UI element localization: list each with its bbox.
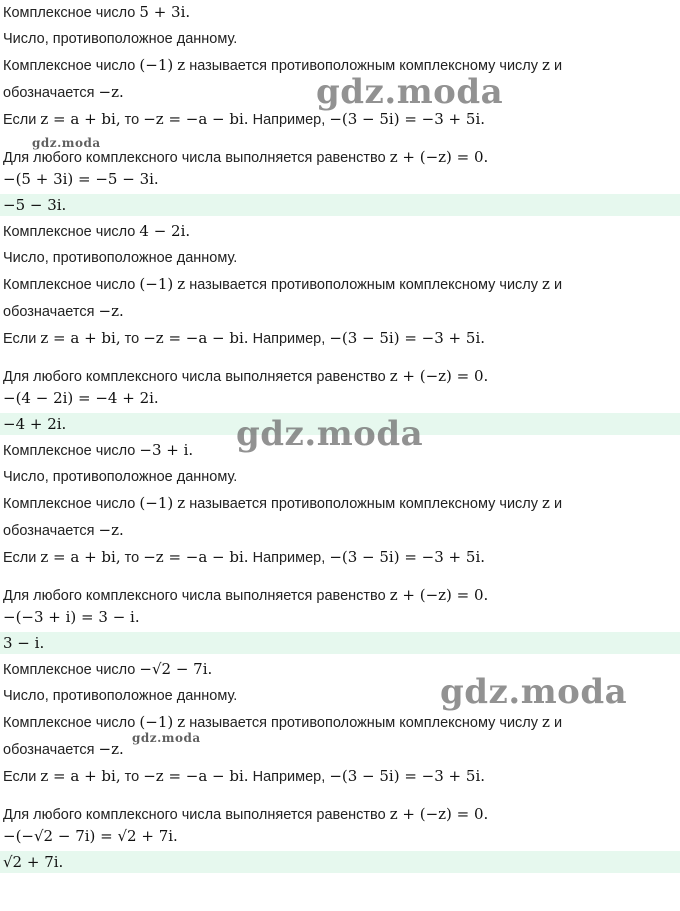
definition-line bbox=[3, 273, 680, 295]
solution-line bbox=[3, 387, 680, 409]
text: то bbox=[124, 550, 140, 566]
formula: (−1) bbox=[139, 275, 174, 293]
formula: −z. bbox=[98, 740, 124, 758]
section-title-text: Число, противоположное данному. bbox=[3, 688, 238, 704]
formula: z bbox=[177, 713, 186, 731]
label-text: Комплексное число bbox=[3, 5, 136, 21]
task-number-line bbox=[3, 658, 680, 680]
answer-line bbox=[0, 632, 680, 654]
section-title bbox=[3, 685, 680, 707]
definition-line bbox=[3, 711, 680, 733]
text: Для любого комплексного числа выполняется равенство bbox=[3, 807, 386, 823]
formula: −(3 − 5i) = −3 + 5i. bbox=[329, 548, 486, 566]
text: Если bbox=[3, 769, 37, 785]
formula: z bbox=[177, 275, 186, 293]
text: Если bbox=[3, 331, 37, 347]
answer-value: −4 + 2i. bbox=[3, 415, 67, 433]
definition-text: и bbox=[553, 496, 563, 512]
solution-formula: −(−√2 − 7i) = √2 + 7i. bbox=[3, 827, 178, 845]
definition-text: Комплексное число bbox=[3, 277, 136, 293]
definition-line-2 bbox=[3, 81, 680, 103]
formula: −z. bbox=[98, 521, 124, 539]
section-title-text: Число, противоположное данному. bbox=[3, 469, 238, 485]
formula: −(3 − 5i) = −3 + 5i. bbox=[329, 767, 486, 785]
formula: −z = −a − bi. bbox=[143, 548, 249, 566]
label-text: Комплексное число bbox=[3, 662, 136, 678]
text: то bbox=[124, 331, 140, 347]
example-line bbox=[3, 546, 680, 568]
section-title bbox=[3, 28, 680, 50]
formula: −z. bbox=[98, 83, 124, 101]
formula: −z = −a − bi. bbox=[143, 329, 249, 347]
formula: z + (−z) = 0. bbox=[389, 148, 489, 166]
definition-line-2 bbox=[3, 300, 680, 322]
definition-text: обозначается bbox=[3, 742, 95, 758]
section-title bbox=[3, 247, 680, 269]
watermark: gdz.moda bbox=[316, 72, 504, 112]
formula: −z = −a − bi. bbox=[143, 110, 249, 128]
answer-line bbox=[0, 413, 680, 435]
definition-text: называется противоположным комплексному числу bbox=[189, 58, 539, 74]
task-number-line bbox=[3, 439, 680, 461]
formula: z + (−z) = 0. bbox=[389, 586, 489, 604]
solution-line bbox=[3, 606, 680, 628]
formula: −z. bbox=[98, 302, 124, 320]
formula: z bbox=[542, 56, 550, 74]
text: то bbox=[124, 112, 140, 128]
watermark: gdz.moda bbox=[236, 414, 424, 454]
text: Например, bbox=[252, 550, 326, 566]
answer-value: √2 + 7i. bbox=[3, 853, 64, 871]
formula: z bbox=[177, 56, 186, 74]
formula: z = a + bi, bbox=[40, 548, 121, 566]
text: Для любого комплексного числа выполняется равенство bbox=[3, 369, 386, 385]
definition-text: Комплексное число bbox=[3, 715, 136, 731]
complex-number-value: 4 − 2i. bbox=[139, 222, 191, 240]
solution-line bbox=[3, 825, 680, 847]
definition-text: обозначается bbox=[3, 523, 95, 539]
definition-text: и bbox=[553, 277, 563, 293]
text: Если bbox=[3, 112, 37, 128]
text: Для любого комплексного числа выполняется равенство bbox=[3, 150, 386, 166]
formula: z + (−z) = 0. bbox=[389, 367, 489, 385]
formula: z = a + bi, bbox=[40, 110, 121, 128]
equality-line bbox=[3, 803, 680, 825]
formula: (−1) bbox=[139, 713, 174, 731]
definition-line-2 bbox=[3, 738, 680, 760]
definition-text: называется противоположным комплексному числу bbox=[189, 277, 539, 293]
equality-line bbox=[3, 146, 680, 168]
watermark: gdz.moda bbox=[440, 672, 628, 712]
complex-number-value: −√2 − 7i. bbox=[139, 660, 213, 678]
text: Для любого комплексного числа выполняется равенство bbox=[3, 588, 386, 604]
watermark-small: gdz.moda bbox=[32, 136, 101, 150]
complex-number-value: −3 + i. bbox=[139, 441, 194, 459]
formula: z = a + bi, bbox=[40, 767, 121, 785]
example-line bbox=[3, 327, 680, 349]
formula: (−1) bbox=[139, 56, 174, 74]
formula: z = a + bi, bbox=[40, 329, 121, 347]
section-title-text: Число, противоположное данному. bbox=[3, 250, 238, 266]
formula: −(3 − 5i) = −3 + 5i. bbox=[329, 329, 486, 347]
definition-text: называется противоположным комплексному числу bbox=[189, 496, 539, 512]
formula: (−1) bbox=[139, 494, 174, 512]
answer-value: 3 − i. bbox=[3, 634, 45, 652]
solution-formula: −(4 − 2i) = −4 + 2i. bbox=[3, 389, 159, 407]
task-number-line bbox=[3, 220, 680, 242]
formula: z bbox=[177, 494, 186, 512]
definition-line-2 bbox=[3, 519, 680, 541]
definition-text: Комплексное число bbox=[3, 496, 136, 512]
definition-text: обозначается bbox=[3, 85, 95, 101]
watermark-small: gdz.moda bbox=[132, 731, 201, 745]
example-line bbox=[3, 108, 680, 130]
equality-line bbox=[3, 584, 680, 606]
formula: −z = −a − bi. bbox=[143, 767, 249, 785]
text: Если bbox=[3, 550, 37, 566]
definition-text: обозначается bbox=[3, 304, 95, 320]
label-text: Комплексное число bbox=[3, 443, 136, 459]
section-title-text: Число, противоположное данному. bbox=[3, 31, 238, 47]
definition-text: и bbox=[553, 715, 563, 731]
definition-text: Комплексное число bbox=[3, 58, 136, 74]
text: Например, bbox=[252, 331, 326, 347]
definition-text: называется противоположным комплексному числу bbox=[189, 715, 539, 731]
equality-line bbox=[3, 365, 680, 387]
section-title bbox=[3, 466, 680, 488]
formula: z bbox=[542, 713, 550, 731]
definition-text: и bbox=[553, 58, 563, 74]
label-text: Комплексное число bbox=[3, 224, 136, 240]
formula: −(3 − 5i) = −3 + 5i. bbox=[329, 110, 486, 128]
formula: z + (−z) = 0. bbox=[389, 805, 489, 823]
formula: z bbox=[542, 275, 550, 293]
text: Например, bbox=[252, 112, 326, 128]
text: Например, bbox=[252, 769, 326, 785]
example-line bbox=[3, 765, 680, 787]
text: то bbox=[124, 769, 140, 785]
solution-formula: −(−3 + i) = 3 − i. bbox=[3, 608, 140, 626]
solution-line bbox=[3, 168, 680, 190]
formula: z bbox=[542, 494, 550, 512]
definition-line bbox=[3, 54, 680, 76]
answer-value: −5 − 3i. bbox=[3, 196, 67, 214]
answer-line bbox=[0, 851, 680, 873]
answer-line bbox=[0, 194, 680, 216]
task-number-line bbox=[3, 1, 680, 23]
definition-line bbox=[3, 492, 680, 514]
complex-number-value: 5 + 3i. bbox=[139, 3, 191, 21]
solution-formula: −(5 + 3i) = −5 − 3i. bbox=[3, 170, 159, 188]
